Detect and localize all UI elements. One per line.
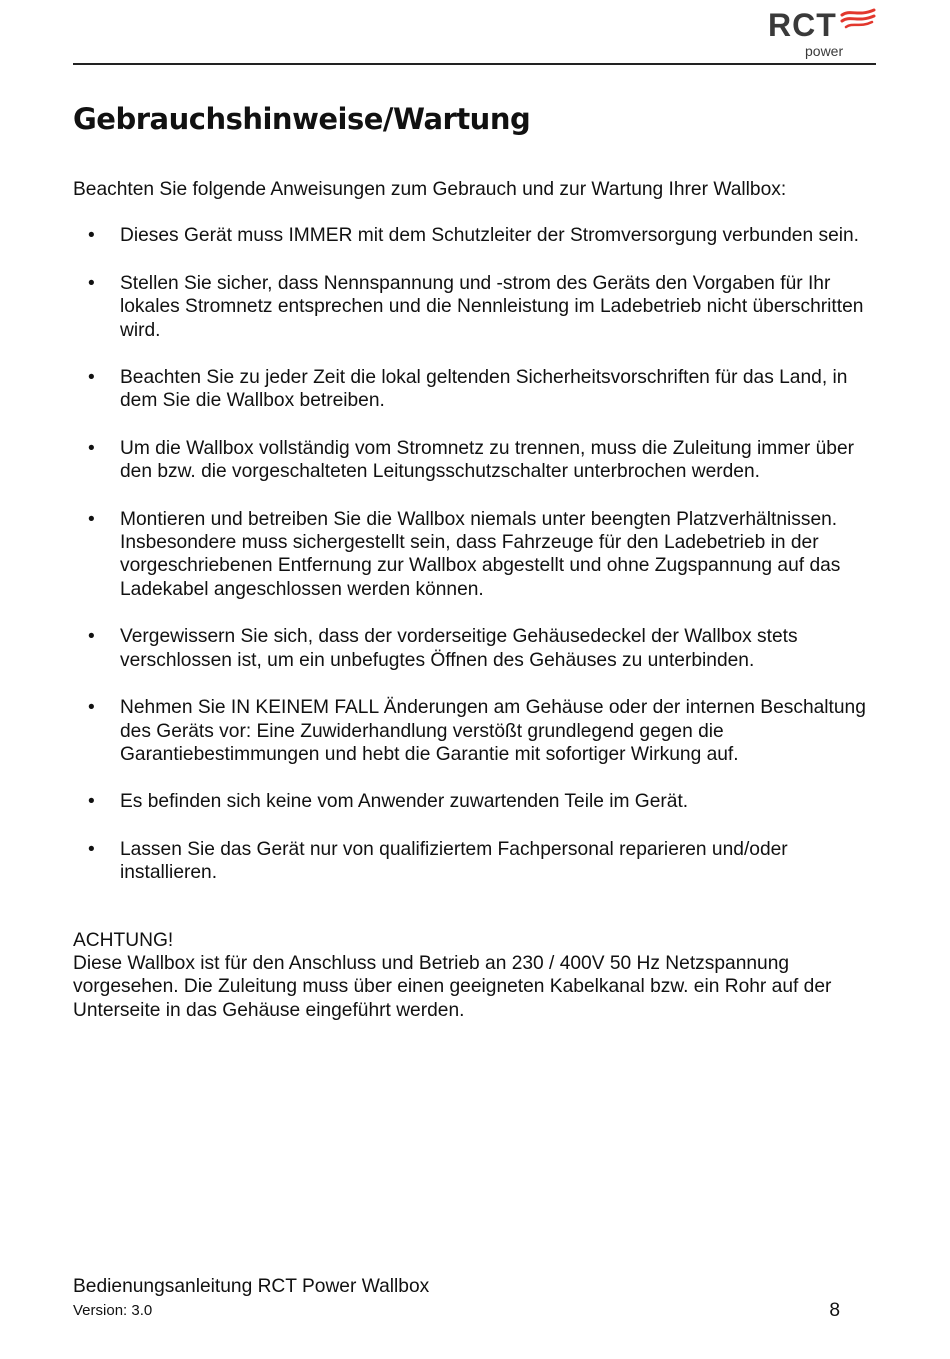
- list-item-text: Beachten Sie zu jeder Zeit die lokal geltenden Sicherheitsvorschriften für das Land, in dem Sie die Wallbox betreiben.: [120, 367, 848, 412]
- list-item-text: Lassen Sie das Gerät nur von qualifiziertem Fachpersonal reparieren und/oder installieren.: [120, 838, 788, 884]
- bullet-icon: •: [88, 697, 95, 719]
- list-item: [73, 272, 873, 342]
- version-label: Version: 3.0: [73, 1302, 153, 1319]
- warning-title: ACHTUNG!: [73, 929, 174, 951]
- bullet-icon: •: [88, 367, 95, 389]
- list-item-text: Stellen Sie sicher, dass Nennspannung und -strom des Geräts den Vorgaben für Ihr lokales Stromnetz entsprechen und die Nennleistung im Ladebetrieb nicht überschritten wird.: [120, 272, 864, 341]
- list-item: [73, 437, 873, 484]
- bullet-icon: •: [88, 272, 95, 294]
- page-number: 8: [829, 1300, 840, 1321]
- list-item-text: Es befinden sich keine vom Anwender zuwartenden Teile im Gerät.: [120, 791, 689, 813]
- list-item-text: Vergewissern Sie sich, dass der vorderseitige Gehäusedeckel der Wallbox stets verschlossen ist, um ein unbefugtes Öffnen des Gehäuses zu unterbinden.: [120, 626, 798, 671]
- logo-subtext: power: [805, 43, 844, 59]
- list-item-text: Um die Wallbox vollständig vom Stromnetz zu trennen, muss die Zuleitung immer über den bzw. die vorgeschalteten Leitungsschutzschalter unterbrochen werden.: [120, 437, 855, 483]
- rct-power-logo: [768, 5, 878, 61]
- list-item-text: Montieren und betreiben Sie die Wallbox niemals unter beengten Platzverhältnissen. Insbesondere muss sichergestellt sein, dass Fahrzeuge für den Ladebetrieb in der vorgeschriebenen Entfernung zur Wallbox abgestellt und ohne Zugspannung auf das Ladekabel angeschlossen werden können.: [120, 508, 841, 600]
- bullet-icon: •: [88, 626, 95, 648]
- list-item: [73, 508, 873, 602]
- list-item: [73, 224, 873, 247]
- flame-waves-icon: [840, 7, 876, 29]
- intro-paragraph: Beachten Sie folgende Anweisungen zum Gebrauch und zur Wartung Ihrer Wallbox:: [73, 179, 787, 200]
- logo-text: RCT: [768, 7, 837, 43]
- bullet-icon: •: [88, 225, 95, 247]
- list-item-text: Dieses Gerät muss IMMER mit dem Schutzleiter der Stromversorgung verbunden sein.: [120, 225, 859, 247]
- bullet-icon: •: [88, 437, 95, 459]
- instruction-list: [73, 224, 873, 884]
- document-body: [73, 178, 873, 1022]
- footer-title: Bedienungsanleitung RCT Power Wallbox: [73, 1276, 430, 1297]
- list-item: [73, 625, 873, 672]
- page-title: Gebrauchshinweise/Wartung: [73, 102, 531, 136]
- list-item: [73, 838, 873, 885]
- header-divider: [73, 63, 876, 65]
- warning-text: Diese Wallbox ist für den Anschluss und Betrieb an 230 / 400V 50 Hz Netzspannung vorgesehen. Die Zuleitung muss über einen geeigneten Kabelkanal bzw. ein Rohr auf der Unterseite in das Gehäuse eingeführt werden.: [73, 952, 832, 1021]
- list-item: [73, 366, 873, 413]
- list-item: [73, 696, 873, 766]
- bullet-icon: •: [88, 508, 95, 530]
- list-item: [73, 790, 873, 813]
- list-item-text: Nehmen Sie IN KEINEM FALL Änderungen am Gehäuse oder der internen Beschaltung des Geräts vor: Eine Zuwiderhandlung verstößt grundlegend gegen die Garantiebestimmungen und hebt die Garantie mit sofortiger Wirkung auf.: [120, 697, 866, 765]
- warning-block: [73, 929, 873, 1023]
- page-footer: [73, 1275, 873, 1320]
- bullet-icon: •: [88, 791, 95, 813]
- bullet-icon: •: [88, 838, 95, 860]
